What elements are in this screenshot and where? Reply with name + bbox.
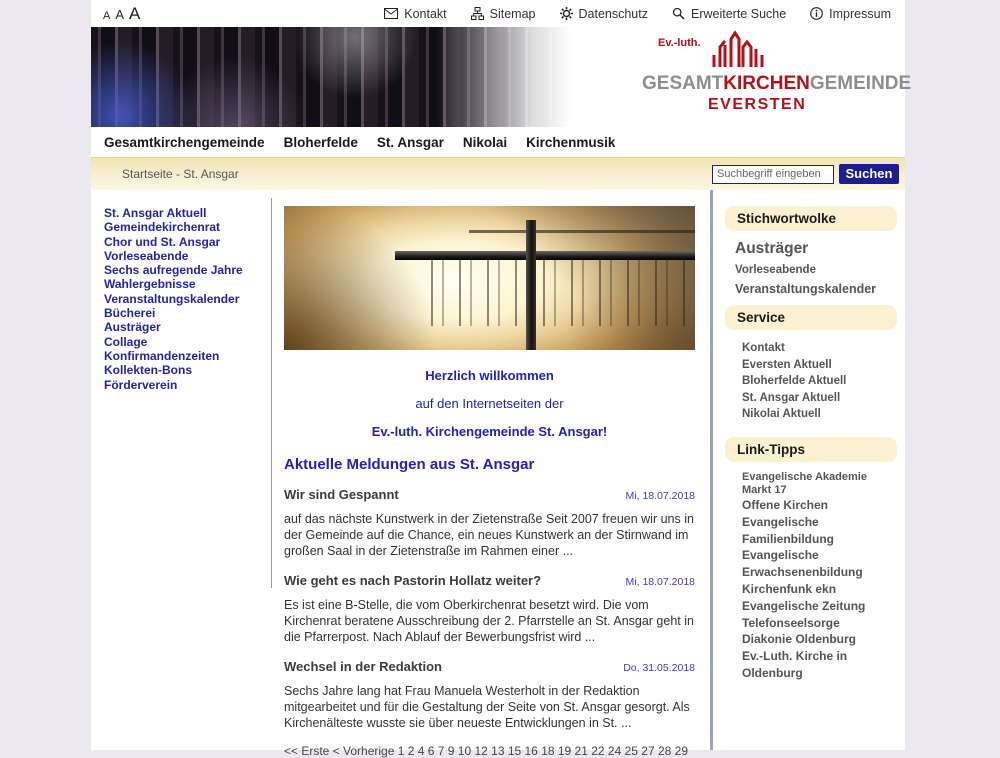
link-ev-luth-kirche-oldenburg[interactable]: Ev.-Luth. Kirche in Oldenburg	[742, 649, 848, 680]
breadcrumb-bar	[91, 157, 905, 190]
church-towers-icon	[712, 33, 764, 72]
menu-foerderverein[interactable]: Förderverein	[104, 377, 178, 392]
top-utility-bar	[91, 0, 905, 27]
article-head	[284, 659, 695, 674]
font-size-large-button[interactable]: A	[129, 4, 141, 23]
pagination[interactable]: << Erste < Vorherige 1 2 4 6 7 9 10 12 13 15 16 18 19 21 22 24 25 27 28 29	[284, 744, 688, 758]
sitemap-icon	[471, 7, 484, 20]
link-kirchenfunk-ekn[interactable]: Kirchenfunk ekn	[742, 581, 837, 596]
article-teaser: Sechs Jahre lang hat Frau Manuela Westerholt in der Redaktion mitgearbeitet und für die Gestaltung der Seite von St. Ansgar gesorgt. Als Kirchenälteste wusste sie über neueste Entwicklungen in St. ...	[284, 684, 690, 730]
linktipps-list	[734, 471, 897, 682]
article-wechsel-redaktion	[284, 659, 695, 731]
search-button[interactable]: Suchen	[839, 164, 899, 184]
search-input[interactable]	[712, 165, 834, 184]
article-title-link[interactable]: Wechsel in der Redaktion	[284, 659, 442, 674]
nav-st-ansgar[interactable]: St. Ansgar	[376, 134, 444, 150]
breadcrumb: Startseite - St. Ansgar	[122, 167, 239, 181]
section-title-aktuelle-meldungen: Aktuelle Meldungen aus St. Ansgar	[284, 456, 535, 473]
kontakt-label: Kontakt	[404, 6, 447, 21]
search-icon	[672, 7, 685, 20]
menu-wahlergebnisse[interactable]: Wahlergebnisse	[104, 277, 196, 292]
sitemap-label: Sitemap	[489, 6, 536, 21]
article-title-link[interactable]: Wir sind Gespannt	[284, 487, 399, 502]
logo-evluth-text: Ev.-luth.	[658, 37, 701, 49]
datenschutz-label: Datenschutz	[578, 6, 648, 21]
main-column	[271, 190, 710, 758]
welcome-line-2: auf den Internetseiten der	[415, 396, 564, 411]
tag-vorleseabende[interactable]: Vorleseabende	[735, 264, 816, 276]
article-head	[284, 487, 695, 502]
link-telefonseelsorge[interactable]: Telefonseelsorge	[742, 615, 840, 630]
tag-austraeger[interactable]: Austräger	[735, 240, 809, 257]
link-markt-17[interactable]: Markt 17	[742, 483, 787, 496]
cross-photo	[284, 206, 695, 350]
tag-veranstaltungskalender[interactable]: Veranstaltungskalender	[735, 282, 877, 296]
erweiterte-suche-label: Erweiterte Suche	[690, 6, 787, 21]
impressum-label: Impressum	[829, 6, 891, 21]
datenschutz-link[interactable]	[560, 7, 648, 21]
logo-wordmark	[642, 73, 912, 95]
menu-buecherei[interactable]: Bücherei	[104, 306, 156, 321]
service-st-ansgar-aktuell[interactable]: St. Ansgar Aktuell	[742, 391, 841, 404]
left-column-divider	[271, 198, 272, 588]
impressum-link[interactable]	[810, 7, 891, 21]
link-evangelische-akademie[interactable]: Evangelische Akademie	[742, 470, 867, 483]
welcome-block	[284, 368, 695, 439]
service-list	[742, 340, 897, 423]
gear-icon	[560, 7, 573, 20]
menu-vorleseabende[interactable]: Vorleseabende	[104, 248, 189, 263]
font-size-medium-button[interactable]: A	[115, 7, 125, 22]
nav-kirchenmusik[interactable]: Kirchenmusik	[526, 134, 616, 150]
welcome-line-3: Ev.-luth. Kirchengemeinde St. Ansgar!	[371, 424, 608, 439]
article-date: Mi, 18.07.2018	[625, 490, 695, 502]
nav-nikolai[interactable]: Nikolai	[462, 134, 508, 150]
menu-collage[interactable]: Collage	[104, 334, 148, 349]
article-date: Mi, 18.07.2018	[625, 576, 695, 588]
article-teaser: Es ist eine B-Stelle, die vom Oberkirchenrat besetzt wird. Die vom Kirchenrat beratene Ausschreibung der 2. Pfarrstelle an St. Ansgar geht in die Pfarrerpost. Nach Ablauf der Bewerbungsfrist wird ...	[284, 598, 694, 644]
link-diakonie-oldenburg[interactable]: Diakonie Oldenburg	[742, 632, 857, 647]
cross-photo-post	[526, 220, 536, 350]
tag-cloud	[725, 231, 897, 305]
menu-veranstaltungskalender[interactable]: Veranstaltungskalender	[104, 291, 240, 306]
welcome-line-1: Herzlich willkommen	[425, 368, 554, 383]
link-evangelische-erwachsenenbildung[interactable]: Evangelische Erwachsenenbildung	[742, 548, 863, 580]
link-evangelische-familienbildung[interactable]: Evangelische Familienbildung	[742, 514, 834, 546]
article-pastorin-hollatz	[284, 573, 695, 645]
main-nav	[91, 127, 905, 157]
logo-eversten: EVERSTEN	[708, 96, 807, 113]
content-area	[91, 190, 905, 758]
font-size-controls	[103, 5, 140, 22]
service-header: Service	[725, 305, 897, 330]
cross-photo-rods	[416, 259, 687, 325]
church-logo[interactable]	[642, 37, 912, 114]
service-nikolai-aktuell[interactable]: Nikolai Aktuell	[742, 408, 821, 421]
erweiterte-suche-link[interactable]	[672, 7, 786, 21]
menu-sechs-aufregende-jahre[interactable]: Sechs aufregende Jahre	[104, 263, 243, 278]
linktipps-header: Link-Tipps	[725, 437, 897, 462]
header	[91, 27, 912, 127]
menu-konfirmandenzeiten[interactable]: Konfirmandenzeiten	[104, 348, 220, 363]
info-icon	[810, 7, 823, 20]
logo-gesamt: GESAMT	[642, 73, 724, 94]
cross-photo-beam	[395, 251, 695, 260]
header-photo-stained-glass	[91, 27, 571, 127]
stichwortwolke-header: Stichwortwolke	[725, 206, 897, 231]
link-offene-kirchen[interactable]: Offene Kirchen	[742, 497, 829, 512]
article-head	[284, 573, 695, 588]
article-date: Do, 31.05.2018	[623, 662, 695, 674]
article-teaser: auf das nächste Kunstwerk in der Zietenstraße Seit 2007 freuen wir uns in der Gemeinde auf die Chance, ein neues Kunstwerk an der Stirnwand im großen Saal in der Zietenstraße im Rahmen einer ...	[284, 512, 694, 558]
article-wir-sind-gespannt	[284, 487, 695, 559]
cross-photo-cable	[469, 230, 695, 233]
menu-chor-und-st-ansgar[interactable]: Chor und St. Ansgar	[104, 234, 221, 249]
page-wrapper	[91, 0, 912, 758]
menu-st-ansgar-aktuell[interactable]: St. Ansgar Aktuell	[104, 206, 207, 220]
top-links	[384, 7, 891, 21]
mail-icon	[384, 8, 398, 19]
service-eversten-aktuell[interactable]: Eversten Aktuell	[742, 358, 832, 371]
menu-austraeger[interactable]: Austräger	[104, 320, 161, 335]
left-menu	[91, 190, 271, 392]
menu-kollekten-bons[interactable]: Kollekten-Bons	[104, 363, 193, 378]
right-sidebar	[710, 190, 905, 750]
service-bloherfelde-aktuell[interactable]: Bloherfelde Aktuell	[742, 375, 847, 388]
article-title-link[interactable]: Wie geht es nach Pastorin Hollatz weiter?	[284, 573, 542, 588]
menu-gemeindekirchenrat[interactable]: Gemeindekirchenrat	[104, 220, 221, 235]
nav-bloherfelde[interactable]: Bloherfelde	[283, 134, 358, 150]
service-kontakt[interactable]: Kontakt	[742, 342, 785, 354]
link-evangelische-zeitung[interactable]: Evangelische Zeitung	[742, 598, 866, 613]
nav-gesamtkirchengemeinde[interactable]: Gesamtkirchengemeinde	[104, 134, 265, 150]
font-size-small-button[interactable]: A	[103, 10, 111, 22]
search-box	[712, 164, 899, 184]
kontakt-link[interactable]	[384, 7, 446, 21]
logo-gemeinde: GEMEINDE	[809, 73, 912, 94]
sitemap-link[interactable]	[471, 7, 536, 21]
logo-kirchen: KIRCHEN	[723, 73, 810, 94]
